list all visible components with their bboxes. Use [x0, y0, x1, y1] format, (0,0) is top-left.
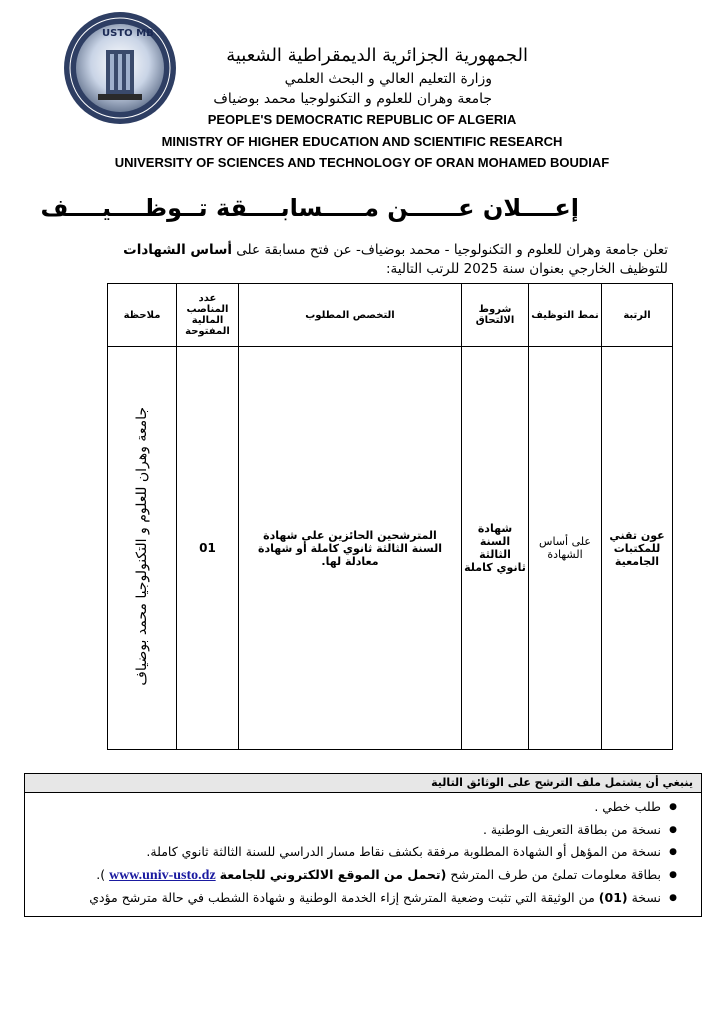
item4-bold: (تحمل من الموقع الالكتروني للجامعة — [219, 866, 447, 882]
cell-note — [108, 347, 177, 750]
logo-lettering: USTO MB — [102, 28, 154, 39]
intro-line-1 — [123, 242, 668, 258]
header-conditions: شروط الالتحاق — [462, 284, 529, 347]
intro-line-2: للتوظيف الخارجي بعنوان سنة 2025 للرتب التالية: — [385, 261, 668, 277]
note-vertical-text: جامعة وهران للعلوم و التكنولوجيا محمد بوضياف — [134, 407, 150, 686]
header-specialty: التخصص المطلوب — [239, 284, 462, 347]
cell-positions: 01 — [177, 347, 239, 750]
header-recruitment-mode: نمط التوظيف — [529, 284, 602, 347]
arabic-ministry: وزارة التعليم العالي و البحث العلمي — [284, 71, 492, 87]
table-header-row — [108, 284, 673, 347]
list-item — [37, 864, 677, 888]
intro-line-1-bold: أساس الشهادات — [123, 242, 232, 258]
documents-heading — [25, 774, 701, 793]
cell-recruitment-mode: على أساس الشهادة — [529, 347, 602, 750]
table-row — [108, 347, 673, 750]
announcement-title: إعــــلان عــــــن مـــــسابــــقة تــوظــــيــــف — [40, 194, 579, 222]
documents-heading-text: ينبغي أن يشتمل ملف الترشح على الوثائق التالية — [431, 776, 693, 789]
list-item: ● نسخة من المؤهل أو الشهادة المطلوبة مرفقة بكشف نقاط مسار الدراسي للسنة الثالثة ثانوي كاملة. — [37, 841, 677, 864]
cell-conditions: شهادة السنة الثالثة ثانوي كاملة — [462, 347, 529, 750]
list-item — [37, 887, 677, 910]
header-note: ملاحظة — [108, 284, 177, 347]
arabic-university: جامعة وهران للعلوم و التكنولوجيا محمد بوضياف — [213, 91, 492, 107]
cell-specialty: المترشحين الحائزين على شهادة السنة الثالثة ثانوي كاملة أو شهادة معادلة لها. — [239, 347, 462, 750]
english-university: UNIVERSITY OF SCIENCES AND TECHNOLOGY OF ORAN MOHAMED BOUDIAF — [114, 155, 610, 170]
list-item: ● طلب خطي . — [37, 796, 677, 819]
intro-line-1-text: تعلن جامعة وهران للعلوم و التكنولوجيا - محمد بوضياف- عن فتح مسابقة على — [232, 242, 668, 258]
list-item: ● نسخة من بطاقة التعريف الوطنية . — [37, 819, 677, 842]
university-website-link[interactable]: www.univ-usto.dz — [109, 867, 216, 883]
cell-grade: عون تقني للمكتبات الجامعية — [602, 347, 673, 750]
item5-prefix: نسخة — [627, 890, 661, 905]
item4-text: بطاقة معلومات تملئ من طرف المترشح — [446, 866, 661, 882]
header-grade: الرتبة — [602, 284, 673, 347]
header-positions: عدد المناصب المالية المفتوحة — [177, 284, 239, 347]
item4-end: ). — [96, 866, 110, 882]
item5-text: من الوثيقة التي تثبت وضعية المترشح إزاء الخدمة الوطنية و شهادة الشطب في حالة مترشح مؤدي — [89, 890, 599, 905]
item5-bold: (01) — [598, 890, 628, 905]
university-logo — [62, 10, 178, 126]
english-ministry: MINISTRY OF HIGHER EDUCATION AND SCIENTIFIC RESEARCH — [161, 134, 563, 149]
required-documents-box — [24, 773, 702, 917]
positions-table — [107, 283, 673, 750]
documents-list — [37, 796, 677, 910]
english-republic: PEOPLE'S DEMOCRATIC REPUBLIC OF ALGERIA — [207, 112, 517, 127]
arabic-republic-title: الجمهورية الجزائرية الديمقراطية الشعبية — [226, 45, 528, 66]
